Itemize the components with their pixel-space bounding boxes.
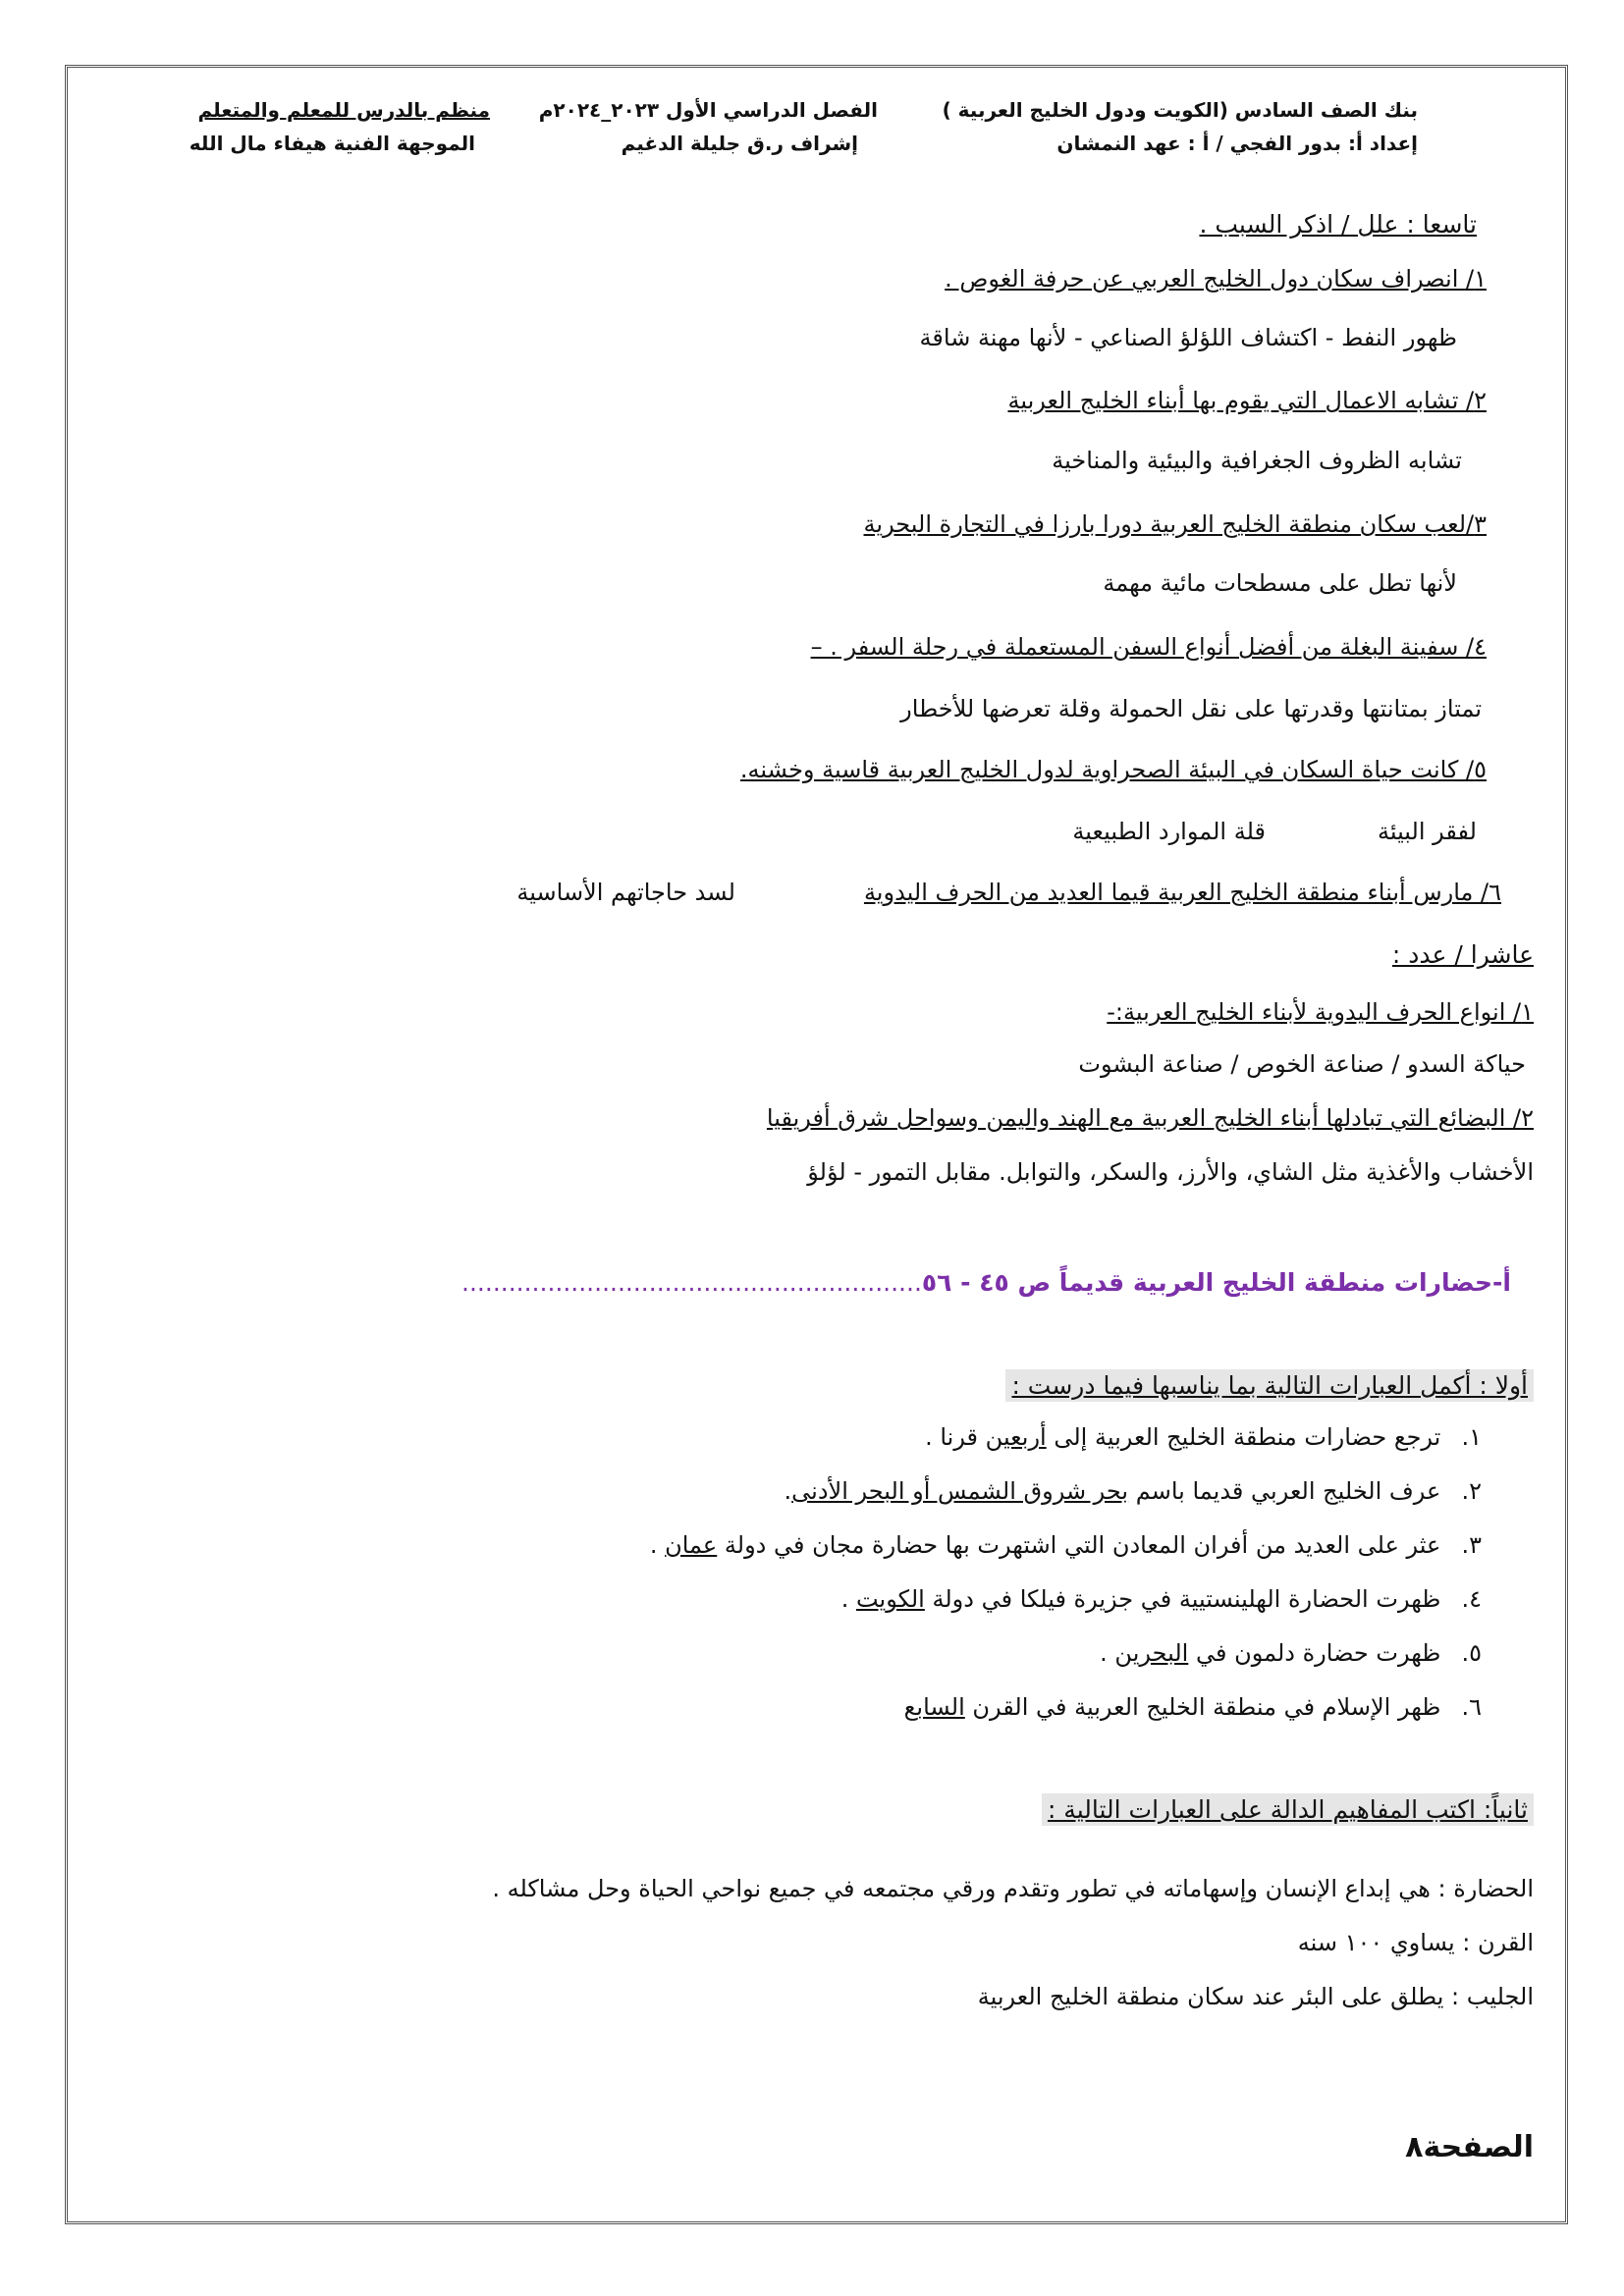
section9-a5-part1: لفقر البيئة [1377, 818, 1477, 845]
part1-answer-4: الكويت [855, 1585, 925, 1613]
section10-title: عاشرا / عدد : [1391, 940, 1534, 969]
section10-a2: الأخشاب والأغذية مثل الشاي، والأرز، والسكر، والتوابل. مقابل التمور - لؤلؤ [807, 1158, 1534, 1186]
header-prepared-by: إعداد أ: بدور الفجي / أ : عهد النمشان [1056, 132, 1418, 155]
part1-answer-1: أربعين [985, 1423, 1047, 1451]
header-supervisor: الموجهة الفنية هيفاء مال الله [189, 132, 475, 155]
part1-answer-2: بحر شروق الشمس أو البحر الأدنى [791, 1477, 1129, 1505]
part1-item-1: ١. ترجع حضارات منطقة الخليج العربية إلى أربعين قرنا . [925, 1423, 1482, 1451]
section9-q4: ٤/ سفينة البغلة من أفضل أنواع السفن المستعملة في رحلة السفر . – [810, 633, 1487, 661]
header-supervision: إشراف ر.ق جليلة الدغيم [621, 132, 858, 155]
part2-title: ثانياً: اكتب المفاهيم الدالة على العبارات التالية : [1042, 1793, 1534, 1826]
lesson-dots-left: ........................................................... [461, 1268, 922, 1297]
section9-a1: ظهور النفط - اكتشاف اللؤلؤ الصناعي - لأنها مهنة شاقة [919, 324, 1457, 351]
lesson-heading [461, 1268, 1511, 1297]
part2-item-century: القرن : يساوي ١٠٠ سنه [1297, 1929, 1534, 1956]
part1-answer-3: عمان [665, 1531, 718, 1559]
section9-a4: تمتاز بمتانتها وقدرتها على نقل الحمولة وقلة تعرضها للأخطار [900, 695, 1482, 722]
section9-q3: ٣/لعب سكان منطقة الخليج العربية دورا بارزا في التجارة البحرية [863, 510, 1487, 538]
section9-a5-part2: قلة الموارد الطبيعية [1072, 818, 1266, 845]
header-semester: الفصل الدراسي الأول ٢٠٢٣_٢٠٢٤م [538, 98, 878, 122]
lesson-title: أ-حضارات منطقة الخليج العربية قديماً ص ٤٥ - ٥٦ [921, 1268, 1511, 1297]
header-bank-title: بنك الصف السادس (الكويت ودول الخليج العربية ) [942, 98, 1418, 122]
part1-answer-6: السابع [903, 1693, 965, 1721]
part2-item-jaleeb: الجليب : يطلق على البئر عند سكان منطقة الخليج العربية [977, 1983, 1534, 2010]
section9-q6: ٦/ مارس أبناء منطقة الخليج العربية قيما العديد من الحرف اليدوية [863, 879, 1501, 906]
section9-q1: ١/ انصراف سكان دول الخليج العربي عن حرفة الغوص . [945, 265, 1487, 293]
part2-item-civilization: الحضارة : هي إبداع الإنسان وإسهاماته في تطور وتقدم ورقي مجتمعه في جميع نواحي الحياة وحل مشاكله . [492, 1875, 1534, 1902]
section9-q2: ٢/ تشابه الاعمال التي يقوم بها أبناء الخليج العربية [1007, 387, 1487, 414]
section9-a6: لسد حاجاتهم الأساسية [516, 879, 735, 906]
section10-a1: حياكة السدو / صناعة الخوص / صناعة البشوت [1078, 1050, 1526, 1078]
part1-item-4: ٤. ظهرت الحضارة الهلينستيية في جزيرة فيلكا في دولة الكويت . [840, 1585, 1482, 1613]
section9-q5: ٥/ كانت حياة السكان في البيئة الصحراوية لدول الخليج العربية قاسية وخشنه. [739, 756, 1487, 783]
part1-item-5: ٥. ظهرت حضارة دلمون في البحرين . [1100, 1639, 1482, 1667]
section10-q2: ٢/ البضائع التي تبادلها أبناء الخليج العربية مع الهند واليمن وسواحل شرق أفريقيا [766, 1104, 1534, 1132]
part1-item-3: ٣. عثر على العديد من أفران المعادن التي اشتهرت بها حضارة مجان في دولة عمان . [649, 1531, 1482, 1559]
page-number: الصفحة٨ [1405, 2130, 1534, 2164]
section9-a3: لأنها تطل على مسطحات مائية مهمة [1103, 569, 1457, 597]
part1-title: أولا : أكمل العبارات التالية بما يناسبها فيما درست : [1005, 1369, 1534, 1402]
part1-item-2: ٢. عرف الخليج العربي قديما باسم بحر شروق الشمس أو البحر الأدنى. [784, 1477, 1482, 1505]
section9-a2: تشابه الظروف الجغرافية والبيئية والمناخية [1052, 447, 1462, 474]
section10-q1: ١/ انواع الحرف اليدوية لأبناء الخليج العربية:- [1107, 998, 1534, 1026]
header-organizer: منظم بالدرس للمعلم والمتعلم [197, 98, 490, 122]
part1-answer-5: البحرين [1114, 1639, 1189, 1667]
section9-title: تاسعا : علل / اذكر السبب . [1199, 210, 1477, 239]
part1-item-6: ٦. ظهر الإسلام في منطقة الخليج العربية في القرن السابع [903, 1693, 1482, 1721]
